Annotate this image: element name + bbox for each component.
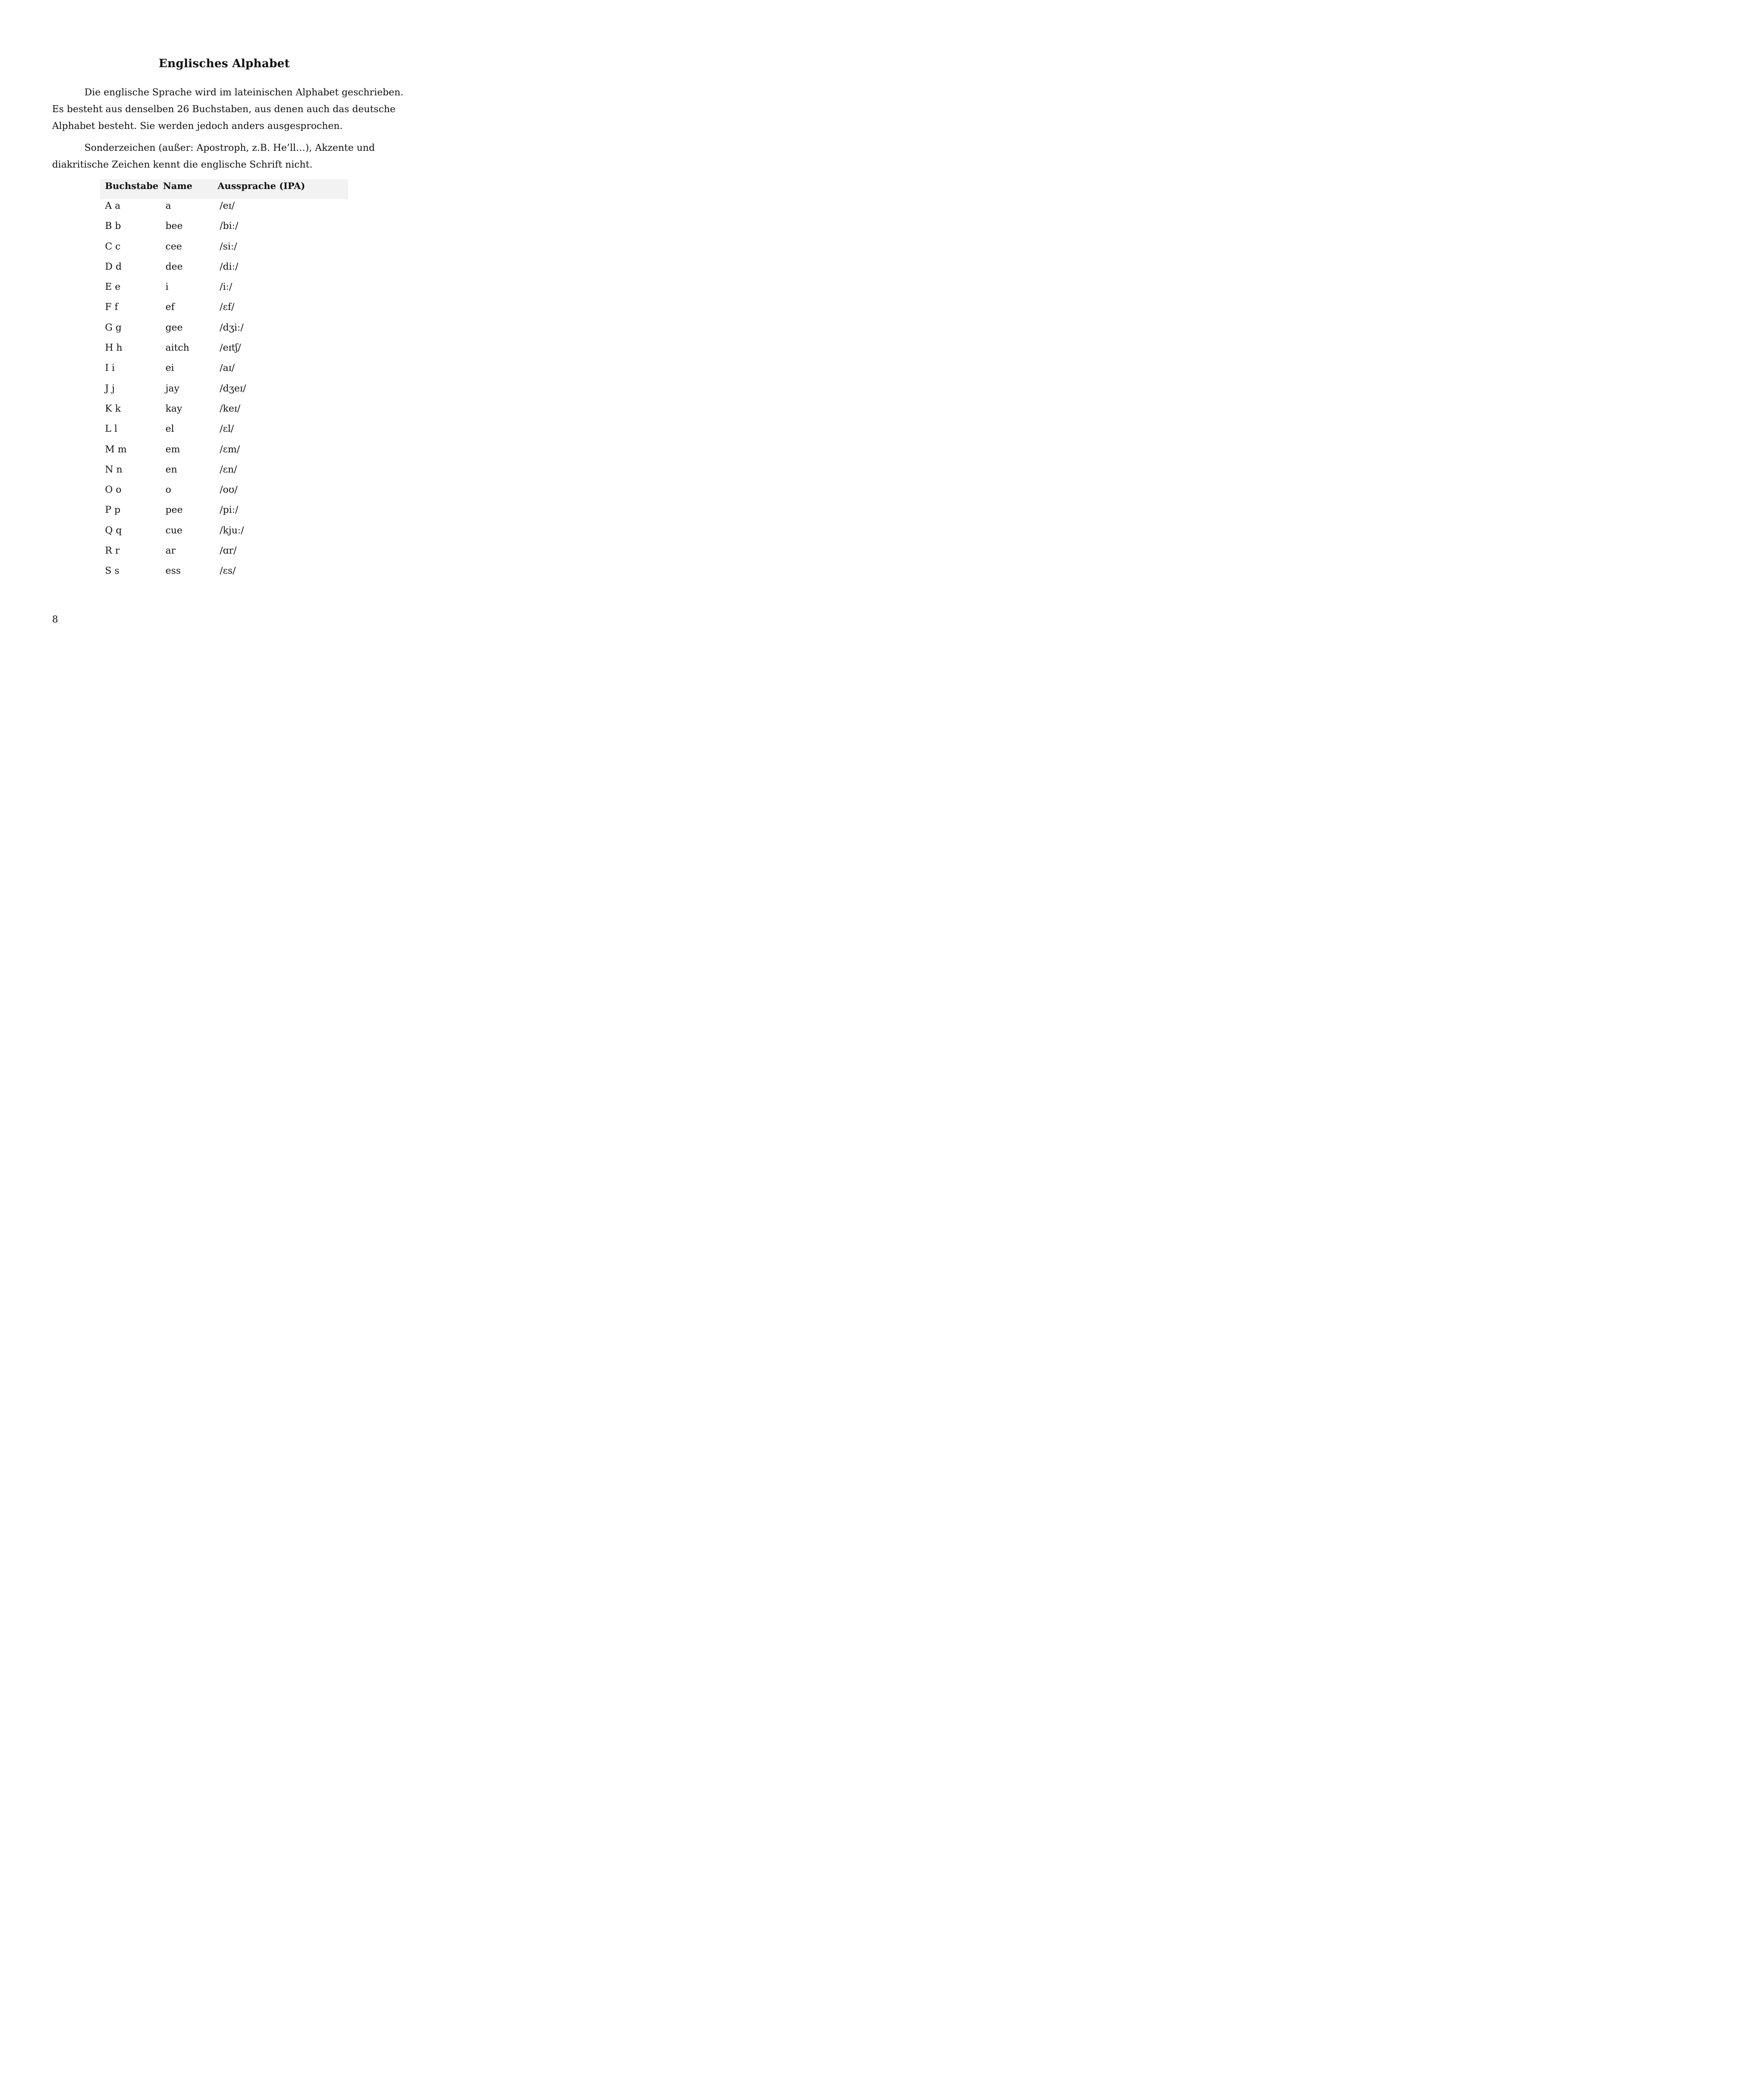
- table-row: [100, 544, 348, 564]
- letter-cell: H h: [105, 342, 123, 354]
- special-characters-paragraph: [52, 139, 401, 173]
- letter-cell: Q q: [105, 525, 122, 536]
- letter-cell: F f: [105, 302, 118, 313]
- paragraph-line: Es besteht aus denselben 26 Buchstaben, aus denen auch das deutsche: [52, 104, 396, 115]
- table-row: [100, 260, 348, 280]
- ipa-cell: /eɪtʃ/: [220, 342, 241, 354]
- table-row: [100, 524, 348, 544]
- letter-cell: E e: [105, 281, 121, 293]
- name-cell: en: [165, 464, 177, 475]
- ipa-cell: /siː/: [220, 241, 237, 252]
- letter-cell: L l: [105, 423, 118, 435]
- letter-cell: S s: [105, 565, 120, 577]
- letter-cell: O o: [105, 484, 122, 496]
- table-row: [100, 280, 348, 300]
- header-pronunciation: Aussprache (IPA): [218, 181, 305, 192]
- letter-cell: A a: [105, 200, 121, 211]
- name-cell: pee: [165, 504, 183, 516]
- ipa-cell: /piː/: [220, 504, 239, 516]
- paragraph-line: diakritische Zeichen kennt die englische Schrift nicht.: [52, 159, 312, 170]
- name-cell: cee: [165, 241, 182, 252]
- name-cell: gee: [165, 322, 183, 333]
- table-row: [100, 219, 348, 239]
- table-row: [100, 361, 348, 381]
- ipa-cell: /dʒeɪ/: [220, 383, 246, 394]
- name-cell: bee: [165, 220, 183, 232]
- header-name: Name: [163, 181, 193, 192]
- document-page: [0, 0, 463, 659]
- table-row: [100, 443, 348, 463]
- name-cell: ess: [165, 565, 181, 577]
- paragraph-line: Sonderzeichen (außer: Apostroph, z.B. He’ll…), Akzente und: [84, 142, 375, 153]
- table-row: [100, 463, 348, 483]
- ipa-cell: /eɪ/: [220, 200, 235, 211]
- table-row: [100, 199, 348, 219]
- table-row: [100, 300, 348, 320]
- letter-cell: N n: [105, 464, 123, 475]
- name-cell: ei: [165, 362, 174, 374]
- table-row: [100, 240, 348, 260]
- ipa-cell: /aɪ/: [220, 362, 235, 374]
- paragraph-line: Die englische Sprache wird im lateinischen Alphabet geschrieben.: [84, 87, 404, 98]
- letter-cell: P p: [105, 504, 121, 516]
- name-cell: em: [165, 444, 180, 455]
- name-cell: kay: [165, 403, 182, 414]
- name-cell: cue: [165, 525, 183, 536]
- table-row: [100, 564, 348, 584]
- ipa-cell: /iː/: [220, 281, 232, 293]
- table-row: [100, 321, 348, 341]
- name-cell: jay: [165, 383, 180, 394]
- letter-cell: R r: [105, 545, 120, 556]
- ipa-cell: /ɛf/: [220, 302, 235, 313]
- page-title: Englisches Alphabet: [158, 57, 290, 70]
- letter-cell: J j: [105, 383, 115, 394]
- ipa-cell: /oʊ/: [220, 484, 238, 496]
- ipa-cell: /ɛs/: [220, 565, 236, 577]
- table-row: [100, 341, 348, 361]
- ipa-cell: /ɛl/: [220, 423, 234, 435]
- letter-cell: I i: [105, 362, 115, 374]
- ipa-cell: /keɪ/: [220, 403, 241, 414]
- ipa-cell: /ɛn/: [220, 464, 237, 475]
- name-cell: o: [165, 484, 171, 496]
- name-cell: ef: [165, 302, 175, 313]
- name-cell: a: [165, 200, 171, 211]
- table-row: [100, 422, 348, 442]
- name-cell: ar: [165, 545, 176, 556]
- ipa-cell: /biː/: [220, 220, 239, 232]
- paragraph-line: Alphabet besteht. Sie werden jedoch anders ausgesprochen.: [52, 121, 343, 131]
- table-body: [100, 199, 348, 585]
- table-row: [100, 483, 348, 503]
- ipa-cell: /diː/: [220, 261, 239, 272]
- table-header-row: [100, 179, 348, 199]
- ipa-cell: /dʒiː/: [220, 322, 244, 333]
- alphabet-table: [100, 179, 348, 585]
- ipa-cell: /ɑr/: [220, 545, 237, 556]
- table-row: [100, 402, 348, 422]
- letter-cell: D d: [105, 261, 122, 272]
- letter-cell: K k: [105, 403, 121, 414]
- name-cell: i: [165, 281, 169, 293]
- letter-cell: G g: [105, 322, 122, 333]
- ipa-cell: /ɛm/: [220, 444, 240, 455]
- page-number: 8: [52, 614, 58, 625]
- ipa-cell: /kjuː/: [220, 525, 244, 536]
- name-cell: dee: [165, 261, 183, 272]
- header-letter: Buchstabe: [105, 181, 159, 192]
- intro-paragraph: [52, 84, 404, 134]
- letter-cell: C c: [105, 241, 121, 252]
- name-cell: el: [165, 423, 174, 435]
- table-row: [100, 503, 348, 523]
- letter-cell: M m: [105, 444, 127, 455]
- letter-cell: B b: [105, 220, 121, 232]
- name-cell: aitch: [165, 342, 189, 354]
- table-row: [100, 382, 348, 402]
